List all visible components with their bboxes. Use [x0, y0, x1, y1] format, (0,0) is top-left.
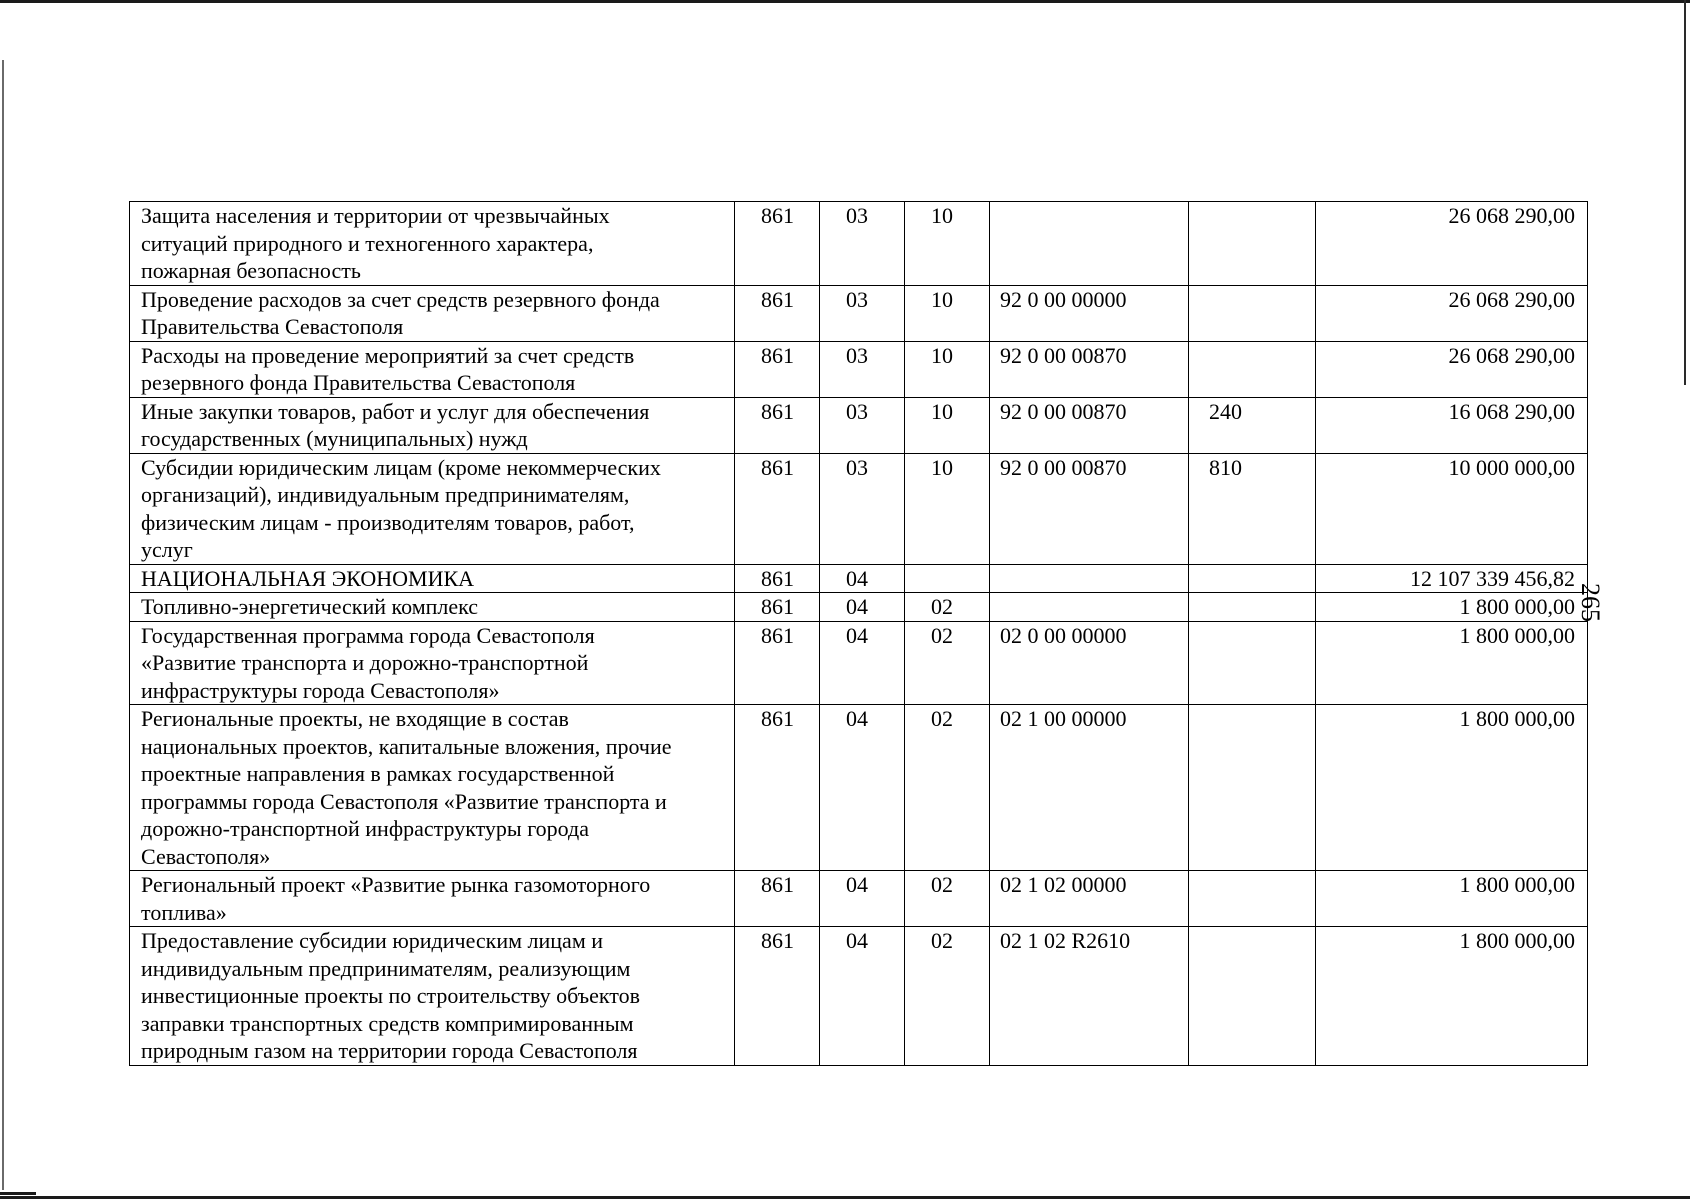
cell-expense-type-code: 240: [1189, 397, 1316, 453]
table-row: [130, 285, 1588, 341]
cell-amount: 1 800 000,00: [1316, 871, 1588, 927]
cell-target-article-code: 92 0 00 00000: [990, 285, 1189, 341]
table-row: [130, 564, 1588, 593]
cell-target-article-code: 92 0 00 00870: [990, 341, 1189, 397]
cell-section-code: 04: [820, 927, 905, 1066]
cell-name-line: инвестиционные проекты по строительству объектов: [141, 983, 641, 1008]
scan-edge-bottom-mark: [0, 1192, 36, 1195]
cell-subsection-code: 10: [905, 285, 990, 341]
cell-amount: 1 800 000,00: [1316, 705, 1588, 871]
cell-section-code: 03: [820, 341, 905, 397]
cell-name-line: «Развитие транспорта и дорожно-транспортной: [141, 650, 589, 675]
cell-name: [130, 202, 735, 286]
table-row: [130, 871, 1588, 927]
cell-name-line: программы города Севастополя «Развитие транспорта и: [141, 788, 667, 814]
cell-name-line: Топливно-энергетический комплекс: [141, 594, 479, 619]
scan-edge-left: [2, 60, 4, 1190]
cell-name-line: Региональный проект «Развитие рынка газомоторного: [141, 872, 651, 897]
table-row: [130, 705, 1588, 871]
cell-name: [130, 705, 735, 871]
cell-amount: 1 800 000,00: [1316, 927, 1588, 1066]
cell-name-line: Севастополя»: [141, 843, 271, 869]
cell-section-code: 04: [820, 705, 905, 871]
cell-name-line: НАЦИОНАЛЬНАЯ ЭКОНОМИКА: [141, 565, 475, 591]
cell-name-line: Региональные проекты, не входящие в состав: [141, 706, 569, 731]
table-row: [130, 927, 1588, 1066]
cell-name: [130, 593, 735, 622]
cell-name-line: проектные направления в рамках государственной: [141, 761, 615, 786]
cell-amount: 1 800 000,00: [1316, 621, 1588, 705]
cell-grbs-code: 861: [735, 927, 820, 1066]
table-row: [130, 621, 1588, 705]
cell-name-line: физическим лицам - производителям товаров, работ,: [141, 509, 635, 535]
cell-name-line: организаций), индивидуальным предпринимателям,: [141, 482, 630, 507]
cell-expense-type-code: [1189, 285, 1316, 341]
cell-subsection-code: 10: [905, 341, 990, 397]
cell-name: [130, 453, 735, 564]
cell-target-article-code: 02 1 02 R2610: [990, 927, 1189, 1066]
budget-table-body: [130, 202, 1588, 1066]
table-row: [130, 341, 1588, 397]
table-row: [130, 397, 1588, 453]
table-row: [130, 453, 1588, 564]
cell-expense-type-code: [1189, 705, 1316, 871]
cell-section-code: 03: [820, 397, 905, 453]
cell-subsection-code: 10: [905, 202, 990, 286]
cell-name-line: Защита населения и территории от чрезвычайных: [141, 203, 610, 228]
cell-amount: 10 000 000,00: [1316, 453, 1588, 564]
cell-expense-type-code: [1189, 202, 1316, 286]
cell-target-article-code: 02 0 00 00000: [990, 621, 1189, 705]
cell-target-article-code: 02 1 02 00000: [990, 871, 1189, 927]
cell-target-article-code: [990, 593, 1189, 622]
cell-section-code: 04: [820, 593, 905, 622]
scan-edge-bottom: [0, 1196, 1690, 1199]
cell-target-article-code: 92 0 00 00870: [990, 453, 1189, 564]
cell-subsection-code: [905, 564, 990, 593]
cell-name: [130, 871, 735, 927]
scan-edge-right: [1684, 0, 1686, 385]
cell-amount: 12 107 339 456,82: [1316, 564, 1588, 593]
cell-target-article-code: [990, 564, 1189, 593]
cell-subsection-code: 02: [905, 705, 990, 871]
cell-name-line: Субсидии юридическим лицам (кроме некоммерческих: [141, 454, 661, 480]
cell-name-line: Иные закупки товаров, работ и услуг для обеспечения: [141, 398, 650, 424]
cell-expense-type-code: [1189, 927, 1316, 1066]
cell-amount: 26 068 290,00: [1316, 202, 1588, 286]
cell-target-article-code: 92 0 00 00870: [990, 397, 1189, 453]
cell-grbs-code: 861: [735, 621, 820, 705]
cell-subsection-code: 02: [905, 593, 990, 622]
cell-name: [130, 285, 735, 341]
cell-section-code: 03: [820, 202, 905, 286]
cell-name-line: природным газом на территории города Севастополя: [141, 1038, 638, 1063]
cell-name-line: дорожно-транспортной инфраструктуры города: [141, 816, 590, 841]
scan-edge-top: [0, 0, 1690, 3]
cell-name-line: ситуаций природного и техногенного характера,: [141, 230, 594, 256]
cell-subsection-code: 10: [905, 453, 990, 564]
cell-name-line: Предоставление субсидии юридическим лицам и: [141, 928, 604, 953]
cell-name-line: национальных проектов, капитальные вложения, прочие: [141, 733, 672, 759]
cell-section-code: 04: [820, 621, 905, 705]
cell-name-line: Государственная программа города Севастополя: [141, 622, 595, 648]
cell-expense-type-code: [1189, 341, 1316, 397]
cell-section-code: 04: [820, 871, 905, 927]
cell-grbs-code: 861: [735, 705, 820, 871]
cell-amount: 1 800 000,00: [1316, 593, 1588, 622]
cell-section-code: 03: [820, 285, 905, 341]
cell-amount: 16 068 290,00: [1316, 397, 1588, 453]
cell-grbs-code: 861: [735, 564, 820, 593]
cell-name-line: индивидуальным предпринимателям, реализующим: [141, 955, 631, 981]
cell-name-line: пожарная безопасность: [141, 258, 361, 283]
table-row: [130, 202, 1588, 286]
cell-subsection-code: 02: [905, 621, 990, 705]
cell-name-line: топлива»: [141, 899, 227, 925]
cell-grbs-code: 861: [735, 453, 820, 564]
cell-expense-type-code: [1189, 621, 1316, 705]
cell-name-line: Расходы на проведение мероприятий за счет средств: [141, 342, 635, 368]
cell-subsection-code: 02: [905, 871, 990, 927]
cell-name-line: услуг: [141, 537, 193, 562]
cell-grbs-code: 861: [735, 202, 820, 286]
cell-grbs-code: 861: [735, 285, 820, 341]
cell-name-line: резервного фонда Правительства Севастополя: [141, 370, 576, 395]
cell-subsection-code: 10: [905, 397, 990, 453]
table-row: [130, 593, 1588, 622]
cell-grbs-code: 861: [735, 341, 820, 397]
cell-name: [130, 621, 735, 705]
cell-amount: 26 068 290,00: [1316, 285, 1588, 341]
cell-subsection-code: 02: [905, 927, 990, 1066]
budget-table: [129, 201, 1588, 1066]
cell-grbs-code: 861: [735, 871, 820, 927]
cell-expense-type-code: 810: [1189, 453, 1316, 564]
cell-expense-type-code: [1189, 871, 1316, 927]
cell-grbs-code: 861: [735, 397, 820, 453]
cell-name: [130, 564, 735, 593]
cell-name-line: заправки транспортных средств компримированным: [141, 1010, 634, 1036]
cell-expense-type-code: [1189, 564, 1316, 593]
cell-grbs-code: 861: [735, 593, 820, 622]
cell-section-code: 03: [820, 453, 905, 564]
cell-name: [130, 927, 735, 1066]
cell-name: [130, 341, 735, 397]
cell-name-line: государственных (муниципальных) нужд: [141, 426, 528, 451]
cell-name-line: инфраструктуры города Севастополя»: [141, 677, 500, 703]
page-number: 265: [1576, 583, 1605, 622]
cell-section-code: 04: [820, 564, 905, 593]
cell-name: [130, 397, 735, 453]
cell-amount: 26 068 290,00: [1316, 341, 1588, 397]
cell-target-article-code: [990, 202, 1189, 286]
cell-target-article-code: 02 1 00 00000: [990, 705, 1189, 871]
cell-name-line: Проведение расходов за счет средств резервного фонда: [141, 286, 660, 312]
cell-expense-type-code: [1189, 593, 1316, 622]
cell-name-line: Правительства Севастополя: [141, 314, 404, 339]
